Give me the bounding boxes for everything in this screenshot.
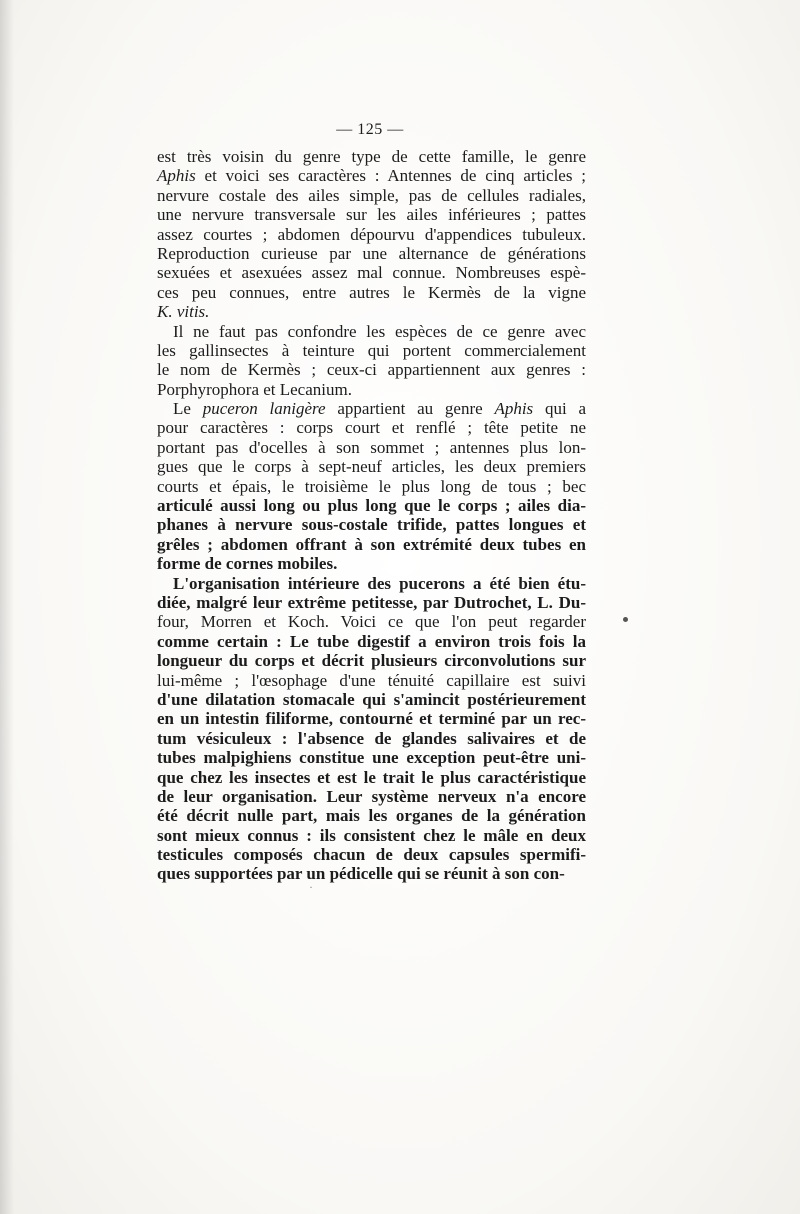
text-run: longueur du corps et décrit plusieurs circonvolutions sur [157,651,586,671]
text-line [157,438,586,457]
text-line [157,632,586,651]
text-line [157,225,586,244]
text-run: que chez les insectes et est le trait le plus caractéristique [157,767,586,787]
paragraph [157,399,586,574]
text-line [157,515,586,534]
text-run: appartient au genre [325,399,495,419]
body-text [157,147,586,884]
text-run: L'organisation intérieure des pucerons a été bien étu- [173,573,586,593]
text-line [157,263,586,282]
text-line [157,709,586,728]
text-run: d'une dilatation stomacale qui s'amincit postérieurement [157,689,586,709]
text-run: ques supportées par un pédicelle qui se réunit à son con- [157,864,565,884]
text-run: portant pas d'ocelles à son sommet ; antennes plus lon- [157,437,586,457]
text-run: le nom de Kermès ; ceux-ci appartiennent aux genres : [157,360,586,380]
text-line [157,360,586,379]
page-number: — 125 — [336,121,404,138]
text-line [157,826,586,845]
text-run: Le [173,399,203,419]
text-run: est très voisin du genre type de cette famille, le genre [157,147,586,166]
text-line [157,612,586,631]
text-run: tubes malpighiens constitue une exception peut-être uni- [157,748,586,768]
text-run: et voici ses caractères : Antennes de cinq articles ; [195,166,586,186]
text-line [157,341,586,360]
text-run: été décrit nulle part, mais les organes de la génération [157,806,586,826]
page-edge-shadow [0,0,14,1214]
text-run: comme certain : Le tube digestif a environ trois fois la [157,631,586,651]
text-line [157,729,586,748]
text-line [157,477,586,496]
text-line [157,205,586,224]
text-run: qui a [533,399,586,419]
text-line [157,186,586,205]
italic-term: Aphis [494,399,534,419]
text-run: pour caractères : corps court et renflé ; tête petite ne [157,418,586,438]
text-run: tum vésiculeux : l'absence de glandes salivaires et de [157,728,586,748]
text-run: courts et épais, le troisième le plus long de tous ; bec [157,476,586,496]
text-line [157,380,586,399]
text-run: en un intestin filiforme, contourné et terminé par un rec- [157,709,586,729]
text-line [157,496,586,515]
text-run: ces peu connues, entre autres le Kermès de la vigne [157,282,586,302]
text-line [157,845,586,864]
text-run: four, Morren et Koch. Voici ce que l'on peut regarder [157,612,586,632]
paragraph [157,574,586,884]
text-line [157,418,586,437]
text-line [157,593,586,612]
italic-term: K. vitis. [157,302,210,322]
text-line [157,399,586,418]
print-speck: · [309,880,313,894]
text-run: articulé aussi long ou plus long que le corps ; ailes dia- [157,496,586,516]
text-line [157,147,586,166]
italic-term: puceron lanigère [202,399,326,419]
italic-term: Aphis [157,166,196,186]
text-line [157,787,586,806]
text-run: phanes à nervure sous-costale trifide, pattes longues et [157,515,586,535]
text-line [157,864,586,883]
text-run: grêles ; abdomen offrant à son extrémité deux tubes en [157,534,586,554]
text-line [157,166,586,185]
text-run: Porphyrophora et Lecanium. [157,379,352,399]
text-line [157,748,586,767]
text-line [157,535,586,554]
text-run: diée, malgré leur extrême petitesse, par Dutrochet, L. Du- [157,592,586,612]
text-line [157,554,586,573]
text-line [157,457,586,476]
text-run: une nervure transversale sur les ailes inférieures ; pattes [157,205,586,225]
text-run: Reproduction curieuse par une alternance de générations [157,243,586,263]
margin-mark [623,617,628,622]
text-run: forme de cornes mobiles. [157,554,338,574]
paragraph [157,322,586,400]
text-run: les gallinsectes à teinture qui portent commercialement [157,340,586,360]
text-line [157,690,586,709]
text-run: testicules composés chacun de deux capsules spermifi- [157,845,586,865]
text-run: assez courtes ; abdomen dépourvu d'appendices tubuleux. [157,224,586,244]
text-line [157,283,586,302]
text-line [157,574,586,593]
text-run: sont mieux connus : ils consistent chez le mâle en deux [157,825,586,845]
text-line [157,768,586,787]
text-line [157,806,586,825]
text-line [157,651,586,670]
text-run: de leur organisation. Leur système nerveux n'a encore [157,786,586,806]
text-run: gues que le corps à sept-neuf articles, les deux premiers [157,457,586,477]
text-line [157,671,586,690]
text-run: nervure costale des ailes simple, pas de cellules radiales, [157,185,586,205]
text-run: lui-même ; l'œsophage d'une ténuité capillaire est suivi [157,670,586,690]
text-line [157,244,586,263]
text-line [157,302,586,321]
text-line [157,322,586,341]
text-run: Il ne faut pas confondre les espèces de ce genre avec [173,321,586,341]
text-run: sexuées et asexuées assez mal connue. Nombreuses espè- [157,263,586,283]
paragraph [157,147,586,322]
